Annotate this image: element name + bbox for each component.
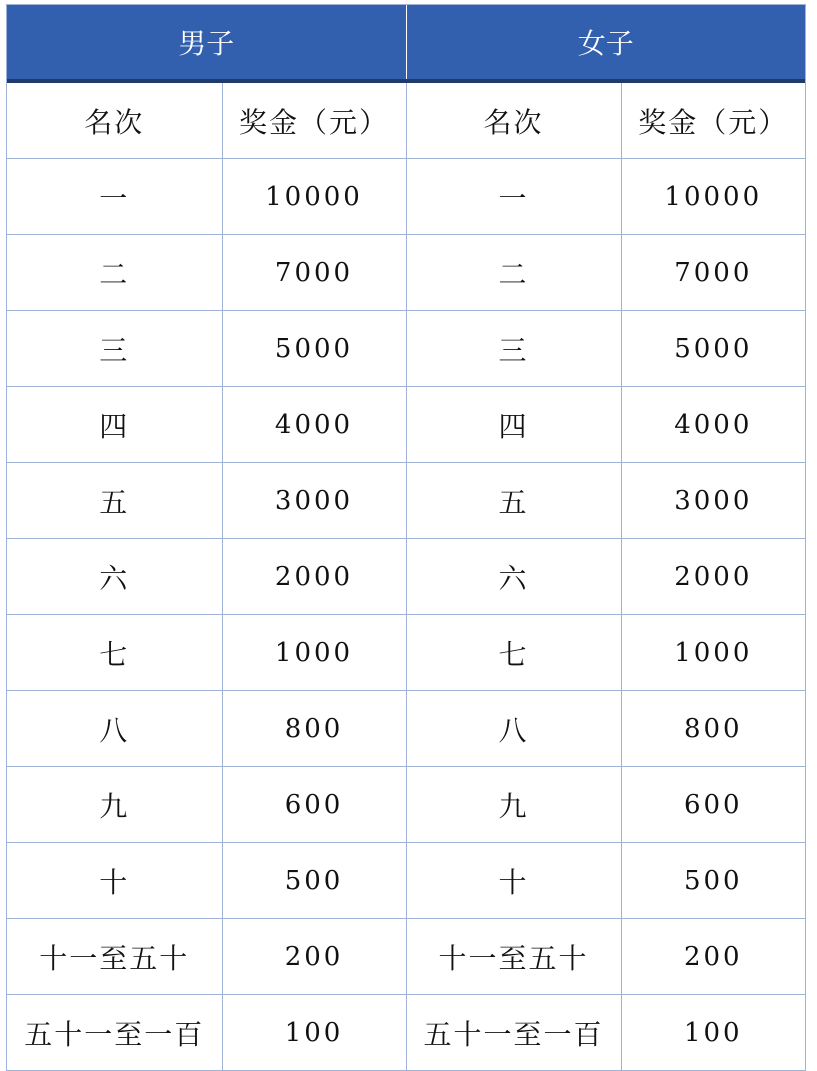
rank-men-cell: 七 bbox=[7, 615, 222, 691]
prize-women-cell: 10000 bbox=[621, 159, 805, 235]
prize-women-cell: 4000 bbox=[621, 387, 805, 463]
prize-women-cell: 3000 bbox=[621, 463, 805, 539]
prize-women-cell: 200 bbox=[621, 919, 805, 995]
column-header-rank-women: 名次 bbox=[406, 81, 621, 159]
group-header-men: 男子 bbox=[7, 5, 406, 81]
column-header-row bbox=[7, 81, 805, 159]
rank-men-cell: 十 bbox=[7, 843, 222, 919]
rank-men-cell: 五 bbox=[7, 463, 222, 539]
group-header-women: 女子 bbox=[406, 5, 805, 81]
prize-men-cell: 800 bbox=[222, 691, 406, 767]
prize-women-cell: 2000 bbox=[621, 539, 805, 615]
table-row bbox=[7, 159, 805, 235]
rank-men-cell: 五十一至一百 bbox=[7, 995, 222, 1071]
column-header-prize-men: 奖金（元） bbox=[222, 81, 406, 159]
table-row bbox=[7, 463, 805, 539]
prize-women-cell: 800 bbox=[621, 691, 805, 767]
rank-women-cell: 八 bbox=[406, 691, 621, 767]
rank-women-cell: 四 bbox=[406, 387, 621, 463]
rank-men-cell: 一 bbox=[7, 159, 222, 235]
prize-men-cell: 600 bbox=[222, 767, 406, 843]
group-header-row bbox=[7, 5, 805, 81]
prize-table-frame bbox=[6, 4, 806, 1071]
prize-women-cell: 500 bbox=[621, 843, 805, 919]
rank-women-cell: 十一至五十 bbox=[406, 919, 621, 995]
prize-men-cell: 5000 bbox=[222, 311, 406, 387]
table-row bbox=[7, 615, 805, 691]
prize-men-cell: 100 bbox=[222, 995, 406, 1071]
rank-men-cell: 二 bbox=[7, 235, 222, 311]
rank-men-cell: 四 bbox=[7, 387, 222, 463]
prize-table bbox=[7, 5, 805, 1070]
rank-men-cell: 三 bbox=[7, 311, 222, 387]
prize-men-cell: 3000 bbox=[222, 463, 406, 539]
prize-men-cell: 1000 bbox=[222, 615, 406, 691]
table-row bbox=[7, 539, 805, 615]
column-header-prize-women: 奖金（元） bbox=[621, 81, 805, 159]
rank-men-cell: 六 bbox=[7, 539, 222, 615]
table-row bbox=[7, 235, 805, 311]
table-row bbox=[7, 311, 805, 387]
prize-men-cell: 200 bbox=[222, 919, 406, 995]
rank-women-cell: 九 bbox=[406, 767, 621, 843]
rank-women-cell: 三 bbox=[406, 311, 621, 387]
prize-women-cell: 1000 bbox=[621, 615, 805, 691]
table-row bbox=[7, 919, 805, 995]
prize-men-cell: 7000 bbox=[222, 235, 406, 311]
table-row bbox=[7, 691, 805, 767]
rank-women-cell: 一 bbox=[406, 159, 621, 235]
prize-women-cell: 600 bbox=[621, 767, 805, 843]
prize-men-cell: 4000 bbox=[222, 387, 406, 463]
table-row bbox=[7, 995, 805, 1071]
prize-men-cell: 10000 bbox=[222, 159, 406, 235]
rank-men-cell: 九 bbox=[7, 767, 222, 843]
column-header-rank-men: 名次 bbox=[7, 81, 222, 159]
prize-men-cell: 500 bbox=[222, 843, 406, 919]
table-row bbox=[7, 387, 805, 463]
prize-women-cell: 5000 bbox=[621, 311, 805, 387]
table-row bbox=[7, 767, 805, 843]
rank-women-cell: 六 bbox=[406, 539, 621, 615]
prize-men-cell: 2000 bbox=[222, 539, 406, 615]
table-row bbox=[7, 843, 805, 919]
rank-women-cell: 二 bbox=[406, 235, 621, 311]
rank-men-cell: 八 bbox=[7, 691, 222, 767]
rank-women-cell: 七 bbox=[406, 615, 621, 691]
rank-women-cell: 十 bbox=[406, 843, 621, 919]
prize-women-cell: 7000 bbox=[621, 235, 805, 311]
prize-women-cell: 100 bbox=[621, 995, 805, 1071]
rank-women-cell: 五十一至一百 bbox=[406, 995, 621, 1071]
rank-women-cell: 五 bbox=[406, 463, 621, 539]
rank-men-cell: 十一至五十 bbox=[7, 919, 222, 995]
